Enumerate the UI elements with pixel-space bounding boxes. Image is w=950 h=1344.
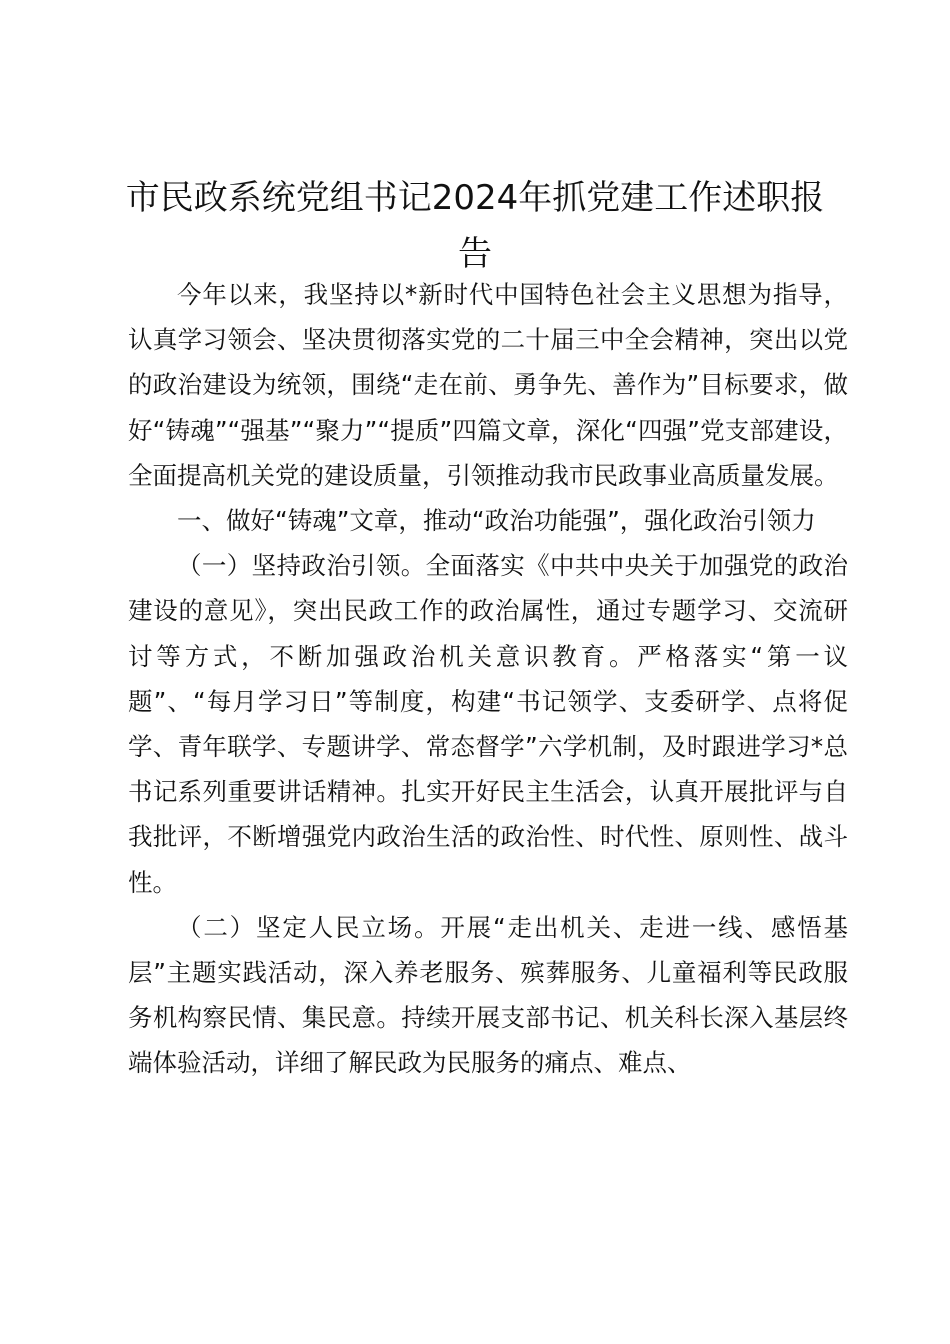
paragraph-subsection-1: （一）坚持政治引领。全面落实《中共中央关于加强党的政治建设的意见》，突出民政工作的政治属性，通过专题学习、交流研讨等方式，不断加强政治机关意识教育。严格落实“第一议题”、“每月学习日”等制度，构建“书记领学、支委研学、点将促学、青年联学、专题讲学、常态督学”六学机制，及时跟进学习*总书记系列重要讲话精神。扎实开好民主生活会，认真开展批评与自我批评，不断增强党内政治生活的政治性、时代性、原则性、战斗性。 [128,551,848,897]
paragraph-intro: 今年以来，我坚持以*新时代中国特色社会主义思想为指导，认真学习领会、坚决贯彻落实党的二十届三中全会精神，突出以党的政治建设为统领，围绕“走在前、勇争先、善作为”目标要求，做好“铸魂”“强基”“聚力”“提质”四篇文章，深化“四强”党支部建设，全面提高机关党的建设质量，引领推动我市民政事业高质量发展。 [128,280,848,490]
paragraph-subsection-2: （二）坚定人民立场。开展“走出机关、走进一线、感悟基层”主题实践活动，深入养老服务、殡葬服务、儿童福利等民政服务机构察民情、集民意。持续开展支部书记、机关科长深入基层终端体验活动，详细了解民政为民服务的痛点、难点、 [128,912,848,1078]
document-body [128,272,848,1086]
section-heading-1: 一、做好“铸魂”文章，推动“政治功能强”，强化政治引领力 [177,506,816,536]
document-title: 市民政系统党组书记2024年抓党建工作述职报告 [125,178,825,274]
